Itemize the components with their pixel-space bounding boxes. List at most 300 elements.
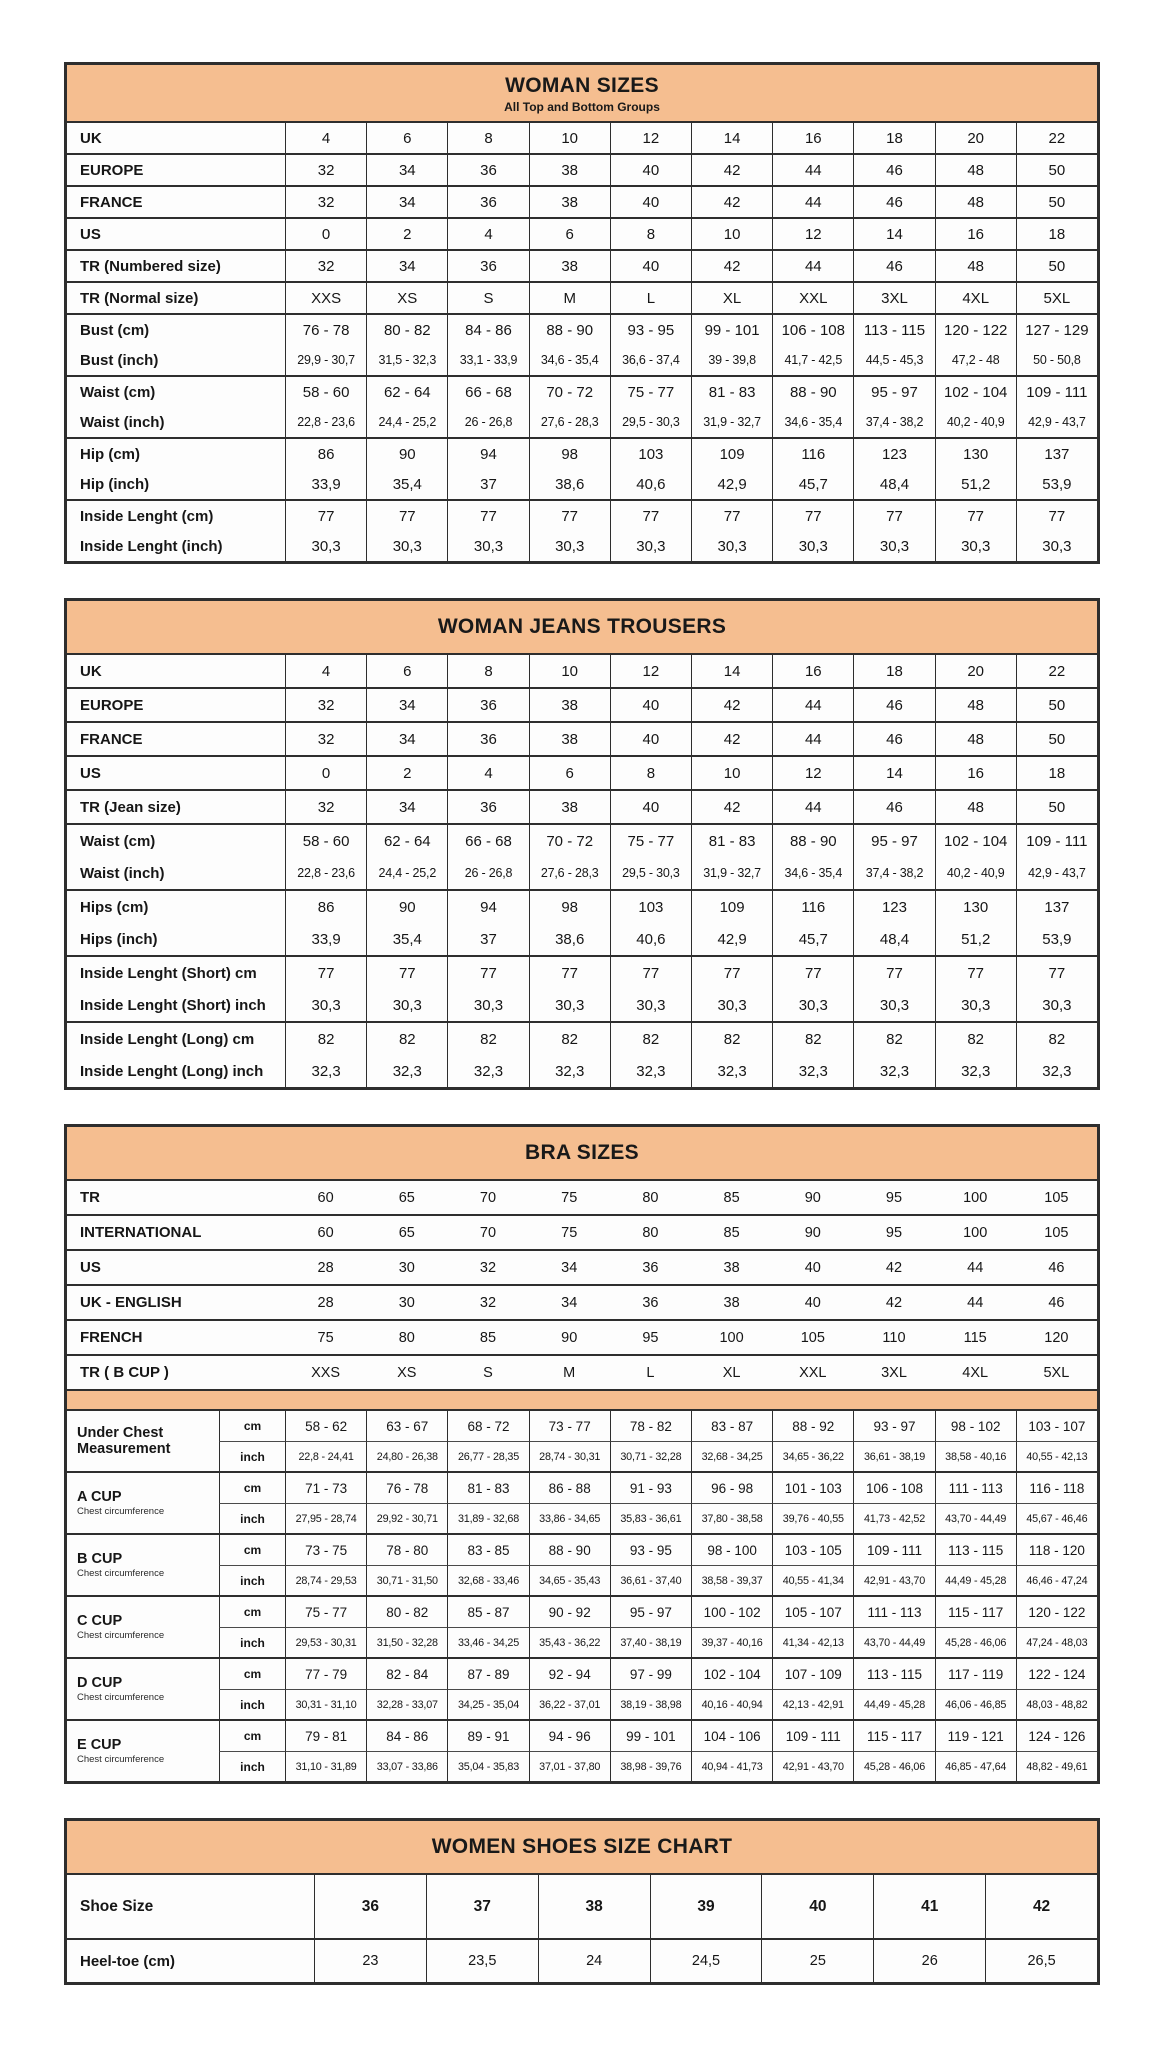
size-value: 22,8 - 23,6 xyxy=(285,857,366,889)
size-value: 35,4 xyxy=(366,469,447,499)
size-value: 28 xyxy=(317,1294,334,1311)
cup-cm-value: 89 - 91 xyxy=(447,1721,528,1751)
cup-label xyxy=(67,1473,219,1533)
size-value: XS xyxy=(366,283,447,313)
unit-label: cm xyxy=(219,1659,285,1689)
size-value: 44 xyxy=(967,1294,984,1311)
size-value: 40 xyxy=(761,1875,873,1938)
shoes-rows xyxy=(67,1875,1097,1982)
size-value: 26 xyxy=(873,1940,985,1982)
size-value: 100 xyxy=(963,1189,988,1206)
size-value: 2 xyxy=(366,757,447,789)
size-value: 37,4 - 38,2 xyxy=(853,857,934,889)
table-row xyxy=(67,531,1097,561)
size-value: 50 - 50,8 xyxy=(1016,345,1097,375)
row-group xyxy=(67,437,1097,499)
table-row xyxy=(67,155,1097,185)
size-value: 82 xyxy=(1016,1023,1097,1055)
size-value: 46 xyxy=(853,187,934,217)
size-value: S xyxy=(483,1364,493,1381)
size-value: 44,5 - 45,3 xyxy=(853,345,934,375)
row-group xyxy=(67,123,1097,153)
size-value: 6 xyxy=(366,655,447,687)
size-value: 100 xyxy=(963,1224,988,1241)
size-value: 30,3 xyxy=(366,989,447,1021)
size-value: 24,5 xyxy=(650,1940,762,1982)
size-value: 95 - 97 xyxy=(853,377,934,407)
cup-cm-value: 113 - 115 xyxy=(935,1535,1016,1565)
size-value: 33,9 xyxy=(285,923,366,955)
unit-label: inch xyxy=(219,1689,285,1719)
row-label: Hips (cm) xyxy=(80,898,149,916)
size-value: 18 xyxy=(1016,757,1097,789)
size-value: 30,3 xyxy=(691,531,772,561)
size-value: 4XL xyxy=(962,1364,989,1381)
size-value: 29,5 - 30,3 xyxy=(610,857,691,889)
size-value: 36 xyxy=(447,689,528,721)
cup-label-sub: Chest circumference xyxy=(77,1754,165,1765)
size-value: 37 xyxy=(426,1875,538,1938)
cup-inch-value: 46,06 - 46,85 xyxy=(935,1689,1016,1719)
size-value: 103 xyxy=(610,439,691,469)
cup-inch-value: 33,86 - 34,65 xyxy=(529,1503,610,1533)
cup-inch-value: 22,8 - 24,41 xyxy=(285,1441,366,1471)
size-value: XL xyxy=(691,283,772,313)
cup-cm-value: 98 - 102 xyxy=(935,1411,1016,1441)
cup-cm-value: 81 - 83 xyxy=(447,1473,528,1503)
row-label: INTERNATIONAL xyxy=(80,1224,202,1241)
cup-label-main: D CUP xyxy=(77,1675,123,1691)
cup-inch-value: 46,46 - 47,24 xyxy=(1016,1565,1097,1595)
size-value: 65 xyxy=(398,1224,415,1241)
size-value: 26 - 26,8 xyxy=(447,857,528,889)
bra-band-row xyxy=(67,1214,1097,1249)
size-value: 85 xyxy=(723,1224,740,1241)
size-value: XXL xyxy=(799,1364,827,1381)
size-value: 77 xyxy=(935,501,1016,531)
cup-inch-value: 34,25 - 35,04 xyxy=(447,1689,528,1719)
cup-inch-value: 45,67 - 46,46 xyxy=(1016,1503,1097,1533)
size-value: 38 xyxy=(529,791,610,823)
row-label: Waist (inch) xyxy=(80,864,165,882)
unit-label: cm xyxy=(219,1535,285,1565)
size-value: 82 xyxy=(935,1023,1016,1055)
size-value: 45,7 xyxy=(772,923,853,955)
size-value: 38 xyxy=(529,251,610,281)
row-label: Bust (cm) xyxy=(80,321,150,339)
row-group xyxy=(67,955,1097,1021)
size-value: 24,4 - 25,2 xyxy=(366,407,447,437)
size-value: 75 xyxy=(317,1329,334,1346)
size-value: 42,9 - 43,7 xyxy=(1016,857,1097,889)
size-value: 30,3 xyxy=(1016,989,1097,1021)
size-value: 42 xyxy=(985,1875,1097,1938)
size-value: 44 xyxy=(772,251,853,281)
size-value: 5XL xyxy=(1043,1364,1070,1381)
row-label: Inside Lenght (cm) xyxy=(80,507,214,525)
cup-cm-value: 98 - 100 xyxy=(691,1535,772,1565)
table-row xyxy=(67,501,1097,531)
woman-sizes-title: WOMAN SIZES xyxy=(505,74,659,97)
cup-cm-value: 124 - 126 xyxy=(1016,1721,1097,1751)
size-value: 22 xyxy=(1016,123,1097,153)
size-value: 77 xyxy=(1016,957,1097,989)
size-value: 32,3 xyxy=(285,1055,366,1087)
size-value: 44 xyxy=(772,155,853,185)
size-value: 85 xyxy=(479,1329,497,1346)
cup-cm-value: 80 - 82 xyxy=(366,1597,447,1627)
size-value: 115 xyxy=(963,1329,987,1346)
cup-cm-value: 73 - 75 xyxy=(285,1535,366,1565)
size-value: 42,9 - 43,7 xyxy=(1016,407,1097,437)
size-value: 37 xyxy=(447,469,528,499)
size-value: 4XL xyxy=(935,283,1016,313)
jeans-trousers-rows xyxy=(67,655,1097,1087)
woman-sizes-header xyxy=(67,65,1097,123)
size-value: 123 xyxy=(853,439,934,469)
cup-group xyxy=(67,1533,1097,1595)
size-value: 8 xyxy=(447,123,528,153)
cup-group xyxy=(67,1409,1097,1471)
table-row xyxy=(67,989,1097,1021)
table-row xyxy=(67,757,1097,789)
size-value: 82 xyxy=(285,1023,366,1055)
size-value: 3XL xyxy=(881,1364,907,1381)
size-value: 42 xyxy=(885,1294,903,1311)
row-group xyxy=(67,153,1097,185)
table-row xyxy=(67,825,1097,857)
size-value: 30,3 xyxy=(772,989,853,1021)
row-label: EUROPE xyxy=(80,696,144,714)
size-value: 32,3 xyxy=(610,1055,691,1087)
size-value: 109 xyxy=(691,439,772,469)
size-value: 30,3 xyxy=(447,989,528,1021)
cup-cm-value: 100 - 102 xyxy=(691,1597,772,1627)
cup-cm-value: 85 - 87 xyxy=(447,1597,528,1627)
size-value: 32 xyxy=(285,791,366,823)
cup-label-sub: Chest circumference xyxy=(77,1506,165,1517)
cup-cm-value: 88 - 92 xyxy=(772,1411,853,1441)
size-value: 10 xyxy=(529,123,610,153)
size-value: 90 xyxy=(561,1329,578,1346)
size-value: 8 xyxy=(447,655,528,687)
size-value: 40 xyxy=(804,1259,821,1276)
cup-inch-value: 32,28 - 33,07 xyxy=(366,1689,447,1719)
size-value: 77 xyxy=(691,501,772,531)
cup-cm-value: 122 - 124 xyxy=(1016,1659,1097,1689)
size-value: 22,8 - 23,6 xyxy=(285,407,366,437)
size-value: 95 xyxy=(885,1189,903,1206)
size-value: 77 xyxy=(772,957,853,989)
size-value: 48 xyxy=(935,791,1016,823)
size-value: 93 - 95 xyxy=(610,315,691,345)
size-value: 77 xyxy=(935,957,1016,989)
size-value: 4 xyxy=(447,219,528,249)
woman-sizes-rows xyxy=(67,123,1097,561)
size-value: 30,3 xyxy=(447,531,528,561)
size-value: 77 xyxy=(366,957,447,989)
size-value: 30,3 xyxy=(853,989,934,1021)
size-value: 82 xyxy=(610,1023,691,1055)
jeans-trousers-header xyxy=(67,601,1097,655)
size-value: 20 xyxy=(935,123,1016,153)
cup-cm-value: 104 - 106 xyxy=(691,1721,772,1751)
size-value: 42 xyxy=(691,155,772,185)
size-value: 75 xyxy=(561,1224,578,1241)
size-value: 123 xyxy=(853,891,934,923)
size-value: 34,6 - 35,4 xyxy=(529,345,610,375)
cup-cm-value: 120 - 122 xyxy=(1016,1597,1097,1627)
row-label: FRENCH xyxy=(80,1329,143,1346)
size-value: 30,3 xyxy=(285,531,366,561)
size-value: 48 xyxy=(935,723,1016,755)
size-value: 30,3 xyxy=(772,531,853,561)
size-value: 77 xyxy=(610,957,691,989)
bra-band-row xyxy=(67,1284,1097,1319)
table-row xyxy=(67,187,1097,217)
size-value: 38 xyxy=(723,1259,740,1276)
size-value: 30,3 xyxy=(366,531,447,561)
size-value: 105 xyxy=(800,1329,825,1346)
cup-label xyxy=(67,1535,219,1595)
size-value: 29,5 - 30,3 xyxy=(610,407,691,437)
size-value: 77 xyxy=(285,501,366,531)
size-value: 20 xyxy=(935,655,1016,687)
size-value: 6 xyxy=(529,219,610,249)
row-group xyxy=(67,889,1097,955)
cup-cm-value: 115 - 117 xyxy=(935,1597,1016,1627)
size-value: 39 xyxy=(650,1875,762,1938)
size-value: L xyxy=(610,283,691,313)
size-value: 30 xyxy=(398,1259,415,1276)
size-value: 41 xyxy=(873,1875,985,1938)
cup-cm-value: 84 - 86 xyxy=(366,1721,447,1751)
table-row xyxy=(67,923,1097,955)
size-value: 77 xyxy=(447,957,528,989)
size-value: 18 xyxy=(853,655,934,687)
size-value: 88 - 90 xyxy=(772,377,853,407)
size-value: 44 xyxy=(772,791,853,823)
size-value: 14 xyxy=(691,655,772,687)
size-value: 46 xyxy=(853,723,934,755)
size-value: 30,3 xyxy=(610,989,691,1021)
unit-label: inch xyxy=(219,1751,285,1781)
cup-cm-value: 63 - 67 xyxy=(366,1411,447,1441)
row-label: TR (Normal size) xyxy=(80,289,199,307)
row-label: EUROPE xyxy=(80,161,144,179)
size-value: 10 xyxy=(691,757,772,789)
size-value: 27,6 - 28,3 xyxy=(529,857,610,889)
size-value: 130 xyxy=(935,891,1016,923)
size-value: 34 xyxy=(366,187,447,217)
cup-label-main: A CUP xyxy=(77,1489,122,1505)
cup-cm-value: 111 - 113 xyxy=(935,1473,1016,1503)
row-label: TR xyxy=(80,1189,100,1206)
cup-inch-value: 26,77 - 28,35 xyxy=(447,1441,528,1471)
size-value: 70 - 72 xyxy=(529,825,610,857)
cup-cm-value: 73 - 77 xyxy=(529,1411,610,1441)
size-value: 76 - 78 xyxy=(285,315,366,345)
size-value: 77 xyxy=(610,501,691,531)
cup-inch-value: 41,34 - 42,13 xyxy=(772,1627,853,1657)
size-value: 32 xyxy=(285,689,366,721)
size-value: 103 xyxy=(610,891,691,923)
cup-inch-value: 31,50 - 32,28 xyxy=(366,1627,447,1657)
size-value: 40 xyxy=(610,251,691,281)
cup-inch-value: 40,16 - 40,94 xyxy=(691,1689,772,1719)
cup-cm-value: 86 - 88 xyxy=(529,1473,610,1503)
size-value: 77 xyxy=(1016,501,1097,531)
size-value: 38 xyxy=(529,689,610,721)
size-value: 40 xyxy=(610,187,691,217)
cup-cm-value: 103 - 107 xyxy=(1016,1411,1097,1441)
size-value: 82 xyxy=(853,1023,934,1055)
cup-cm-value: 79 - 81 xyxy=(285,1721,366,1751)
size-value: 109 - 111 xyxy=(1016,825,1097,857)
size-value: 47,2 - 48 xyxy=(935,345,1016,375)
cup-cm-value: 88 - 90 xyxy=(529,1535,610,1565)
row-group xyxy=(67,1021,1097,1087)
row-label: TR ( B CUP ) xyxy=(80,1364,169,1381)
size-value: 44 xyxy=(772,723,853,755)
cup-cm-value: 97 - 99 xyxy=(610,1659,691,1689)
cup-cm-value: 91 - 93 xyxy=(610,1473,691,1503)
cup-label-sub: Chest circumference xyxy=(77,1692,165,1703)
cup-inch-value: 46,85 - 47,64 xyxy=(935,1751,1016,1781)
size-value: 34 xyxy=(366,155,447,185)
size-value: 42 xyxy=(691,689,772,721)
row-group xyxy=(67,217,1097,249)
size-value: L xyxy=(646,1364,655,1381)
size-value: 75 xyxy=(561,1189,578,1206)
cup-group xyxy=(67,1595,1097,1657)
size-value: 25 xyxy=(761,1940,873,1982)
cup-inch-value: 41,73 - 42,52 xyxy=(853,1503,934,1533)
row-label: Waist (cm) xyxy=(80,383,156,401)
row-label: TR (Numbered size) xyxy=(80,257,221,275)
cup-group xyxy=(67,1471,1097,1533)
table-row xyxy=(67,723,1097,755)
row-group xyxy=(67,721,1097,755)
size-value: M xyxy=(563,1364,576,1381)
size-value: 38 xyxy=(529,723,610,755)
size-value: 32 xyxy=(479,1294,497,1311)
table-row xyxy=(67,655,1097,687)
size-value: 80 - 82 xyxy=(366,315,447,345)
table-row xyxy=(67,1938,1097,1982)
cup-inch-value: 37,80 - 38,58 xyxy=(691,1503,772,1533)
size-value: 38 xyxy=(723,1294,740,1311)
size-value: 30,3 xyxy=(529,989,610,1021)
row-label: Bust (inch) xyxy=(80,351,159,369)
size-value: 58 - 60 xyxy=(285,825,366,857)
size-value: 38,6 xyxy=(529,469,610,499)
size-value: XL xyxy=(722,1364,741,1381)
cup-cm-value: 119 - 121 xyxy=(935,1721,1016,1751)
size-value: 16 xyxy=(772,123,853,153)
cup-cm-value: 76 - 78 xyxy=(366,1473,447,1503)
size-value: 36 xyxy=(447,791,528,823)
row-group xyxy=(67,281,1097,313)
size-value: 48 xyxy=(935,689,1016,721)
size-value: 44 xyxy=(772,187,853,217)
size-value: 8 xyxy=(610,219,691,249)
size-value: 120 xyxy=(1044,1329,1069,1346)
row-label: UK xyxy=(80,662,102,680)
size-value: 42 xyxy=(691,791,772,823)
size-value: 32,3 xyxy=(366,1055,447,1087)
size-value: 127 - 129 xyxy=(1016,315,1097,345)
size-value: 99 - 101 xyxy=(691,315,772,345)
cup-cm-value: 115 - 117 xyxy=(853,1721,934,1751)
cup-inch-value: 38,98 - 39,76 xyxy=(610,1751,691,1781)
row-label: Waist (inch) xyxy=(80,413,165,431)
table-row xyxy=(67,315,1097,345)
size-value: 81 - 83 xyxy=(691,825,772,857)
row-label: Inside Lenght (inch) xyxy=(80,537,223,555)
unit-label: cm xyxy=(219,1597,285,1627)
size-value: 42,9 xyxy=(691,923,772,955)
size-value: 105 xyxy=(1044,1224,1069,1241)
size-value: 44 xyxy=(967,1259,984,1276)
cup-label xyxy=(67,1721,219,1781)
size-value: 94 xyxy=(447,439,528,469)
size-value: 30,3 xyxy=(935,531,1016,561)
size-value: XS xyxy=(397,1364,417,1381)
row-group xyxy=(67,249,1097,281)
size-value: 4 xyxy=(285,655,366,687)
size-value: 32 xyxy=(285,251,366,281)
size-value: 36 xyxy=(447,155,528,185)
table-row xyxy=(67,791,1097,823)
unit-label: inch xyxy=(219,1441,285,1471)
cup-cm-value: 68 - 72 xyxy=(447,1411,528,1441)
row-label: Waist (cm) xyxy=(80,832,156,850)
cup-inch-value: 48,82 - 49,61 xyxy=(1016,1751,1097,1781)
cup-inch-value: 45,28 - 46,06 xyxy=(853,1751,934,1781)
size-value: 34 xyxy=(366,723,447,755)
table-row xyxy=(67,345,1097,375)
size-value: 32 xyxy=(479,1259,497,1276)
size-value: 12 xyxy=(610,123,691,153)
size-value: 30,3 xyxy=(853,531,934,561)
cup-cm-value: 93 - 97 xyxy=(853,1411,934,1441)
size-value: 88 - 90 xyxy=(529,315,610,345)
row-label: US xyxy=(80,225,101,243)
cup-section-divider xyxy=(67,1389,1097,1409)
table-row xyxy=(67,219,1097,249)
size-value: 60 xyxy=(317,1224,334,1241)
size-value: 95 xyxy=(885,1224,903,1241)
size-value: 109 xyxy=(691,891,772,923)
cup-cm-value: 109 - 111 xyxy=(772,1721,853,1751)
size-value: 37 xyxy=(447,923,528,955)
size-value: 45,7 xyxy=(772,469,853,499)
size-value: 30,3 xyxy=(285,989,366,1021)
size-value: 4 xyxy=(285,123,366,153)
size-value: 40,6 xyxy=(610,469,691,499)
size-value: 40 xyxy=(610,723,691,755)
size-value: 110 xyxy=(882,1329,906,1346)
size-value: 40 xyxy=(610,155,691,185)
cup-label-sub: Chest circumference xyxy=(77,1630,165,1641)
size-value: 90 xyxy=(366,891,447,923)
cup-inch-value: 31,89 - 32,68 xyxy=(447,1503,528,1533)
cup-cm-value: 87 - 89 xyxy=(447,1659,528,1689)
size-value: 66 - 68 xyxy=(447,377,528,407)
size-value: 23 xyxy=(314,1940,426,1982)
size-value: 77 xyxy=(772,501,853,531)
